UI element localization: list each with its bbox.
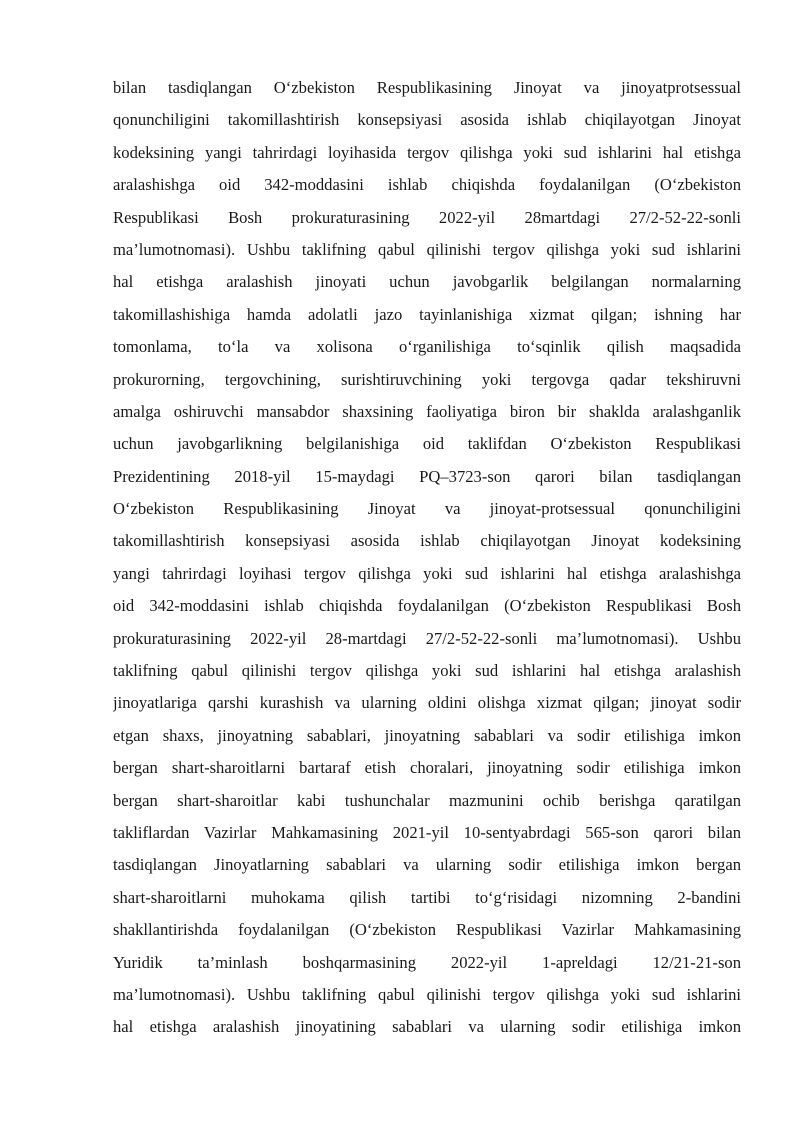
text-line: bergan shart-sharoitlar kabi tushunchalar mazmunini ochib berishga qaratilgan [113, 790, 741, 810]
text-line: kodeksining yangi tahrirdagi loyihasida tergov qilishga yoki sud ishlarini hal etishga [113, 142, 741, 162]
text-line: bergan shart-sharoitlarni bartaraf etish choralari, jinoyatning sodir etilishiga imkon [113, 758, 741, 778]
text-line: hal etishga aralashish jinoyati uchun javobgarlik belgilangan normalarning [113, 272, 741, 292]
text-line: hal etishga aralashish jinoyatining sabablari va ularning sodir etilishiga imkon [113, 1017, 741, 1037]
text-line: taklifning qabul qilinishi tergov qilishga yoki sud ishlarini hal etishga aralashish [113, 661, 741, 681]
text-line: prokuraturasining 2022-yil 28-martdagi 27/2-52-22-sonli ma’lumotnomasi). Ushbu [113, 628, 741, 648]
text-line: ma’lumotnomasi). Ushbu taklifning qabul qilinishi tergov qilishga yoki sud ishlarini [113, 984, 741, 1004]
text-line: aralashishga oid 342-moddasini ishlab chiqishda foydalanilgan (O‘zbekiston [113, 175, 741, 195]
text-line: takliflardan Vazirlar Mahkamasining 2021-yil 10-sentyabrdagi 565-son qarori bilan [113, 822, 741, 842]
text-line: shart-sharoitlarni muhokama qilish tartibi to‘g‘risidagi nizomning 2-bandini [113, 887, 741, 907]
text-line: shakllantirishda foydalanilgan (O‘zbekiston Respublikasi Vazirlar Mahkamasining [113, 920, 741, 940]
text-line: etgan shaxs, jinoyatning sabablari, jinoyatning sabablari va sodir etilishiga imkon [113, 725, 741, 745]
text-line: prokurorning, tergovchining, surishtiruvchining yoki tergovga qadar tekshiruvni [113, 369, 741, 389]
text-line: jinoyatlariga qarshi kurashish va ularning oldini olishga xizmat qilgan; jinoyat sodir [113, 693, 741, 713]
text-line: oid 342-moddasini ishlab chiqishda foydalanilgan (O‘zbekiston Respublikasi Bosh [113, 596, 741, 616]
text-line: tasdiqlangan Jinoyatlarning sabablari va ularning sodir etilishiga imkon bergan [113, 855, 741, 875]
text-line: takomillashishiga hamda adolatli jazo tayinlanishiga xizmat qilgan; ishning har [113, 304, 741, 324]
text-line: O‘zbekiston Respublikasining Jinoyat va jinoyat-protsessual qonunchiligini [113, 499, 741, 519]
text-line: ma’lumotnomasi). Ushbu taklifning qabul qilinishi tergov qilishga yoki sud ishlarini [113, 239, 741, 259]
text-line: Yuridik ta’minlash boshqarmasining 2022-yil 1-apreldagi 12/21-21-son [113, 952, 741, 972]
text-line: amalga oshiruvchi mansabdor shaxsining faoliyatiga biron bir shaklda aralashganlik [113, 401, 741, 421]
text-line: Prezidentining 2018-yil 15-maydagi PQ–3723-son qarori bilan tasdiqlangan [113, 466, 741, 486]
text-line: tomonlama, to‘la va xolisona o‘rganilishiga to‘sqinlik qilish maqsadida [113, 337, 741, 357]
document-body [113, 72, 741, 1044]
text-line: yangi tahrirdagi loyihasi tergov qilishga yoki sud ishlarini hal etishga aralashishga [113, 563, 741, 583]
text-line: qonunchiligini takomillashtirish konsepsiyasi asosida ishlab chiqilayotgan Jinoyat [113, 110, 741, 130]
text-line: bilan tasdiqlangan O‘zbekiston Respublikasining Jinoyat va jinoyatprotsessual [113, 78, 741, 97]
text-line: uchun javobgarlikning belgilanishiga oid taklifdan O‘zbekiston Respublikasi [113, 434, 741, 454]
text-line: Respublikasi Bosh prokuraturasining 2022-yil 28martdagi 27/2-52-22-sonli [113, 207, 741, 227]
text-line: takomillashtirish konsepsiyasi asosida ishlab chiqilayotgan Jinoyat kodeksining [113, 531, 741, 551]
